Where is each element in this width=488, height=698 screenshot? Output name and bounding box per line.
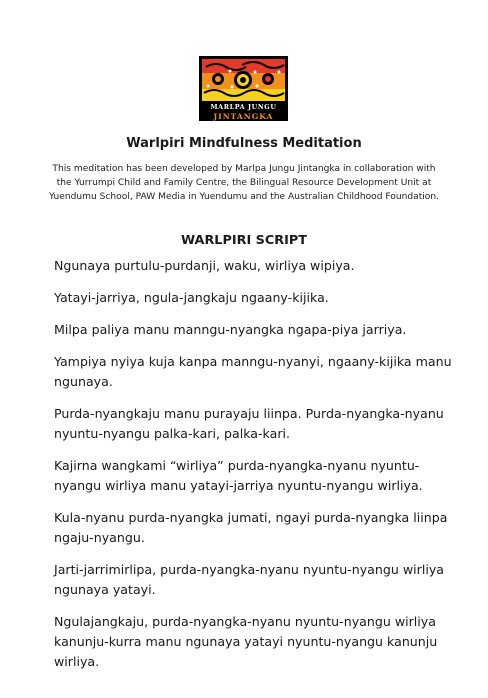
document-title: Warlpiri Mindfulness Meditation <box>126 136 362 151</box>
script-lines <box>54 256 454 684</box>
script-line: Yampiya nyiya kuja kanpa manngu-nyanyi, ngaany-kijika manu ngunaya. <box>54 354 452 389</box>
script-line: Yatayi-jarriya, ngula-jangkaju ngaany-kijika. <box>54 290 329 305</box>
marlpa-jungu-logo <box>199 56 288 121</box>
dot-art-icon <box>202 59 285 101</box>
script-heading: WARLPIRI SCRIPT <box>181 233 307 248</box>
logo-text-band <box>199 101 288 121</box>
logo-text-line2: JINTANGKA <box>213 112 274 121</box>
script-line: Jarti-jarrimirlipa, purda-nyangka-nyanu nyuntu-nyangu wirliya ngunaya yatayi. <box>54 562 444 597</box>
script-line: Milpa paliya manu manngu-nyangka ngapa-piya jarriya. <box>54 322 407 337</box>
script-line: Kajirna wangkami “wirliya” purda-nyangka-nyanu nyuntu-nyangu wirliya manu yatayi-jarriya nyuntu-nyangu wirliya. <box>54 458 423 493</box>
script-line: Ngulajangkaju, purda-nyangka-nyanu nyuntu-nyangu wirliya kanunju-kurra manu ngunaya yatayi nyuntu-nyangu kanunju wirliya. <box>54 614 438 669</box>
script-line: Kula-nyanu purda-nyangka jumati, ngayi purda-nyangka liinpa ngaju-nyangu. <box>54 510 448 545</box>
intro-paragraph: This meditation has been developed by Marlpa Jungu Jintangka in collaboration with the Yurrumpi Child and Family Centre, the Bilingual Resource Development Unit at Yuendumu School, PAW Media in Yuendumu and the Australian Childhood Foundation. <box>48 164 440 202</box>
logo-text-line1: MARLPA JUNGU <box>210 103 277 111</box>
script-line: Ngunaya purtulu-purdanji, waku, wirliya wipiya. <box>54 258 355 273</box>
script-line: Purda-nyangkaju manu purayaju liinpa. Purda-nyangka-nyanu nyuntu-nyangu palka-kari, palka-kari. <box>54 406 444 441</box>
